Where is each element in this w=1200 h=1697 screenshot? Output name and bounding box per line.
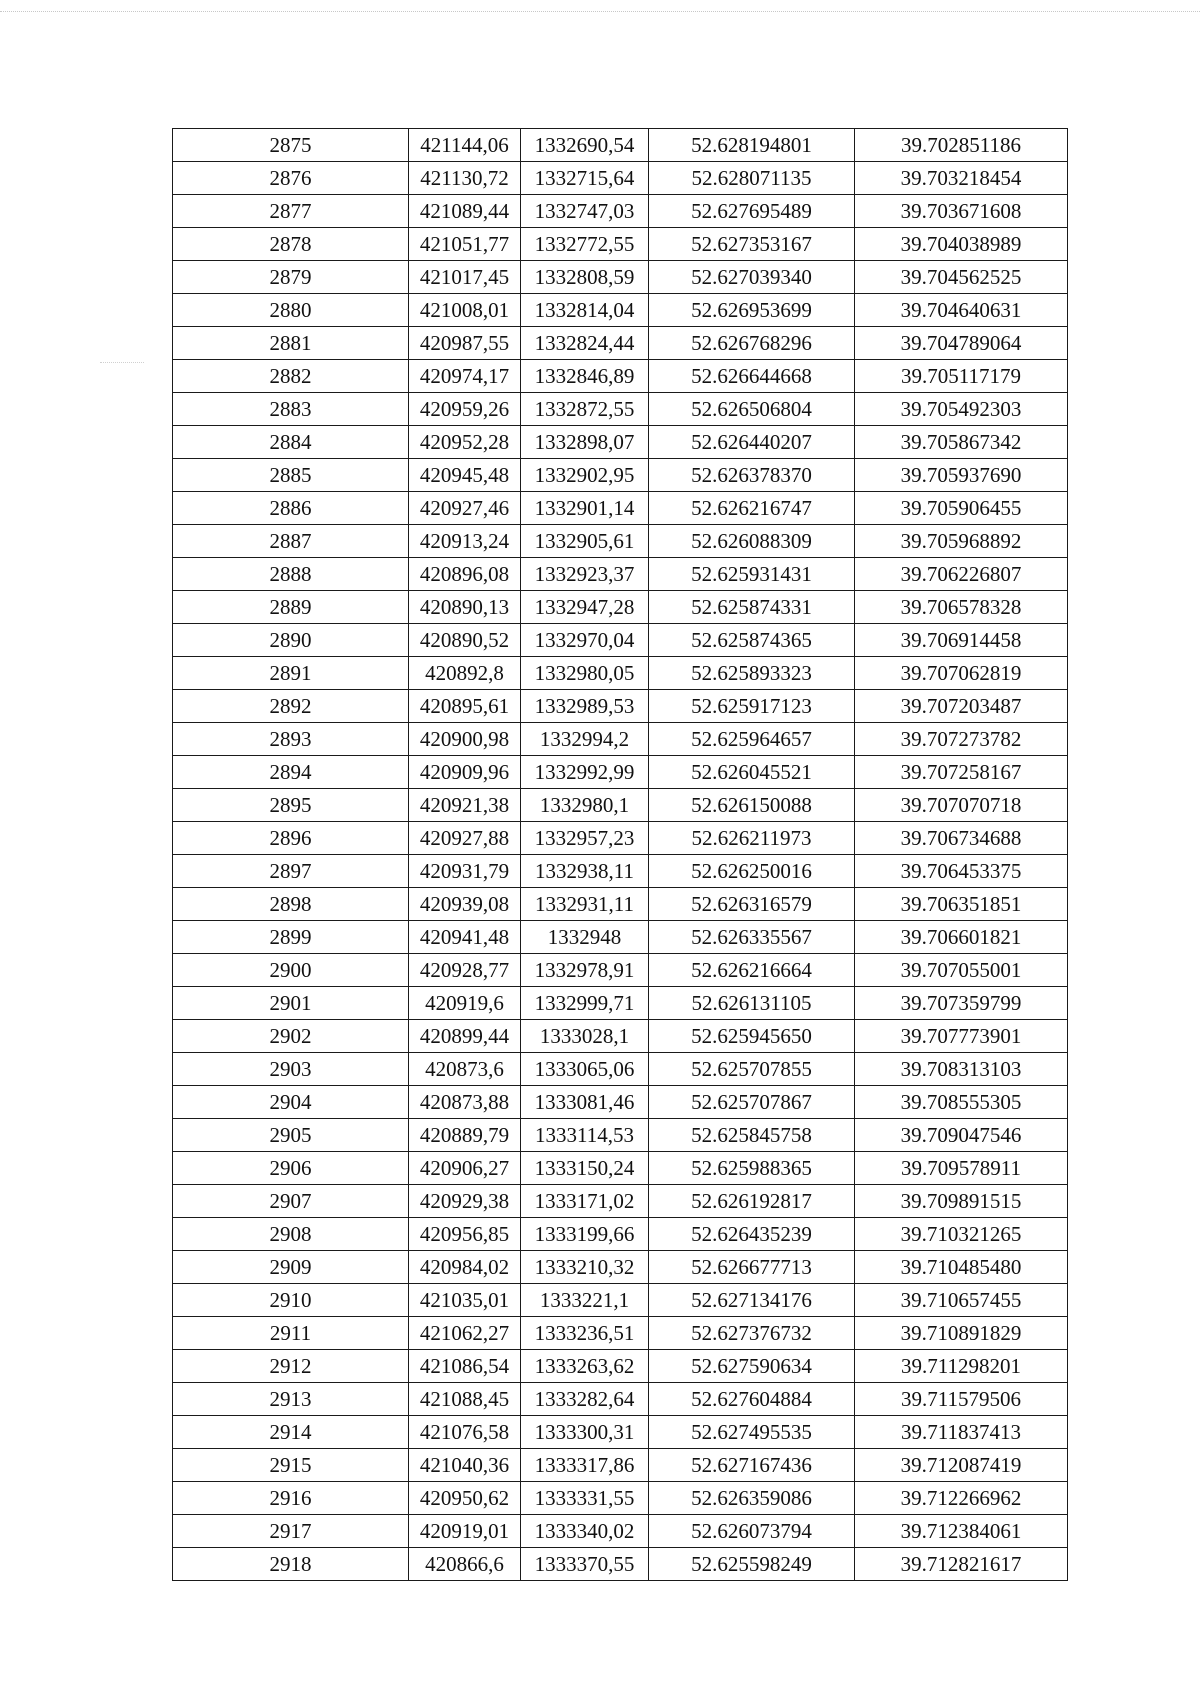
x-coordinate-cell: 421008,01 [409, 294, 521, 327]
point-number-cell: 2890 [173, 624, 409, 657]
longitude-cell: 39.711837413 [855, 1416, 1068, 1449]
point-number-cell: 2911 [173, 1317, 409, 1350]
latitude-cell: 52.626953699 [649, 294, 855, 327]
x-coordinate-cell: 420909,96 [409, 756, 521, 789]
point-number-cell: 2885 [173, 459, 409, 492]
y-coordinate-cell: 1333263,62 [521, 1350, 649, 1383]
latitude-cell: 52.626378370 [649, 459, 855, 492]
y-coordinate-cell: 1333370,55 [521, 1548, 649, 1581]
point-number-cell: 2912 [173, 1350, 409, 1383]
y-coordinate-cell: 1333282,64 [521, 1383, 649, 1416]
y-coordinate-cell: 1332772,55 [521, 228, 649, 261]
table-row [173, 360, 1068, 393]
latitude-cell: 52.625874331 [649, 591, 855, 624]
latitude-cell: 52.625874365 [649, 624, 855, 657]
table-row [173, 228, 1068, 261]
point-number-cell: 2914 [173, 1416, 409, 1449]
x-coordinate-cell: 421062,27 [409, 1317, 521, 1350]
table-row [173, 393, 1068, 426]
table-row [173, 558, 1068, 591]
table-row [173, 426, 1068, 459]
point-number-cell: 2903 [173, 1053, 409, 1086]
y-coordinate-cell: 1332902,95 [521, 459, 649, 492]
point-number-cell: 2880 [173, 294, 409, 327]
table-row [173, 294, 1068, 327]
latitude-cell: 52.628194801 [649, 129, 855, 162]
longitude-cell: 39.708555305 [855, 1086, 1068, 1119]
x-coordinate-cell: 420896,08 [409, 558, 521, 591]
table-row [173, 261, 1068, 294]
coordinates-table-body [173, 129, 1068, 1581]
latitude-cell: 52.626211973 [649, 822, 855, 855]
table-row [173, 690, 1068, 723]
latitude-cell: 52.626316579 [649, 888, 855, 921]
x-coordinate-cell: 420913,24 [409, 525, 521, 558]
longitude-cell: 39.705937690 [855, 459, 1068, 492]
longitude-cell: 39.706578328 [855, 591, 1068, 624]
point-number-cell: 2915 [173, 1449, 409, 1482]
point-number-cell: 2897 [173, 855, 409, 888]
longitude-cell: 39.711579506 [855, 1383, 1068, 1416]
y-coordinate-cell: 1332978,91 [521, 954, 649, 987]
x-coordinate-cell: 421086,54 [409, 1350, 521, 1383]
y-coordinate-cell: 1333340,02 [521, 1515, 649, 1548]
longitude-cell: 39.712087419 [855, 1449, 1068, 1482]
latitude-cell: 52.626250016 [649, 855, 855, 888]
x-coordinate-cell: 420959,26 [409, 393, 521, 426]
longitude-cell: 39.703671608 [855, 195, 1068, 228]
x-coordinate-cell: 420984,02 [409, 1251, 521, 1284]
longitude-cell: 39.712384061 [855, 1515, 1068, 1548]
latitude-cell: 52.627039340 [649, 261, 855, 294]
y-coordinate-cell: 1332905,61 [521, 525, 649, 558]
table-row [173, 525, 1068, 558]
y-coordinate-cell: 1332980,05 [521, 657, 649, 690]
table-row [173, 1218, 1068, 1251]
longitude-cell: 39.709578911 [855, 1152, 1068, 1185]
table-row [173, 1350, 1068, 1383]
x-coordinate-cell: 420931,79 [409, 855, 521, 888]
latitude-cell: 52.625598249 [649, 1548, 855, 1581]
y-coordinate-cell: 1332948 [521, 921, 649, 954]
latitude-cell: 52.625945650 [649, 1020, 855, 1053]
x-coordinate-cell: 421130,72 [409, 162, 521, 195]
scan-edge-line [0, 11, 1200, 12]
point-number-cell: 2893 [173, 723, 409, 756]
table-row [173, 888, 1068, 921]
y-coordinate-cell: 1333150,24 [521, 1152, 649, 1185]
latitude-cell: 52.625707855 [649, 1053, 855, 1086]
latitude-cell: 52.625931431 [649, 558, 855, 591]
table-row [173, 459, 1068, 492]
y-coordinate-cell: 1333081,46 [521, 1086, 649, 1119]
table-row [173, 921, 1068, 954]
latitude-cell: 52.626088309 [649, 525, 855, 558]
longitude-cell: 39.707258167 [855, 756, 1068, 789]
table-row [173, 1119, 1068, 1152]
y-coordinate-cell: 1332980,1 [521, 789, 649, 822]
latitude-cell: 52.627167436 [649, 1449, 855, 1482]
coordinates-table [172, 128, 1068, 1581]
latitude-cell: 52.625845758 [649, 1119, 855, 1152]
longitude-cell: 39.712266962 [855, 1482, 1068, 1515]
point-number-cell: 2905 [173, 1119, 409, 1152]
x-coordinate-cell: 420929,38 [409, 1185, 521, 1218]
y-coordinate-cell: 1333317,86 [521, 1449, 649, 1482]
y-coordinate-cell: 1333114,53 [521, 1119, 649, 1152]
latitude-cell: 52.627495535 [649, 1416, 855, 1449]
table-row [173, 1416, 1068, 1449]
y-coordinate-cell: 1333171,02 [521, 1185, 649, 1218]
table-row [173, 162, 1068, 195]
point-number-cell: 2906 [173, 1152, 409, 1185]
longitude-cell: 39.705492303 [855, 393, 1068, 426]
y-coordinate-cell: 1332901,14 [521, 492, 649, 525]
latitude-cell: 52.626216747 [649, 492, 855, 525]
table-row [173, 1251, 1068, 1284]
longitude-cell: 39.704789064 [855, 327, 1068, 360]
longitude-cell: 39.706351851 [855, 888, 1068, 921]
table-row [173, 657, 1068, 690]
y-coordinate-cell: 1332872,55 [521, 393, 649, 426]
point-number-cell: 2909 [173, 1251, 409, 1284]
x-coordinate-cell: 420939,08 [409, 888, 521, 921]
latitude-cell: 52.626506804 [649, 393, 855, 426]
longitude-cell: 39.706226807 [855, 558, 1068, 591]
latitude-cell: 52.626073794 [649, 1515, 855, 1548]
point-number-cell: 2899 [173, 921, 409, 954]
latitude-cell: 52.626335567 [649, 921, 855, 954]
x-coordinate-cell: 421035,01 [409, 1284, 521, 1317]
longitude-cell: 39.710321265 [855, 1218, 1068, 1251]
longitude-cell: 39.705867342 [855, 426, 1068, 459]
y-coordinate-cell: 1333221,1 [521, 1284, 649, 1317]
y-coordinate-cell: 1333331,55 [521, 1482, 649, 1515]
y-coordinate-cell: 1333028,1 [521, 1020, 649, 1053]
x-coordinate-cell: 420987,55 [409, 327, 521, 360]
table-row [173, 756, 1068, 789]
longitude-cell: 39.707273782 [855, 723, 1068, 756]
point-number-cell: 2876 [173, 162, 409, 195]
y-coordinate-cell: 1333236,51 [521, 1317, 649, 1350]
table-row [173, 1020, 1068, 1053]
point-number-cell: 2892 [173, 690, 409, 723]
longitude-cell: 39.706734688 [855, 822, 1068, 855]
x-coordinate-cell: 420899,44 [409, 1020, 521, 1053]
point-number-cell: 2913 [173, 1383, 409, 1416]
y-coordinate-cell: 1332690,54 [521, 129, 649, 162]
x-coordinate-cell: 420866,6 [409, 1548, 521, 1581]
latitude-cell: 52.625964657 [649, 723, 855, 756]
longitude-cell: 39.707203487 [855, 690, 1068, 723]
x-coordinate-cell: 420927,88 [409, 822, 521, 855]
point-number-cell: 2907 [173, 1185, 409, 1218]
x-coordinate-cell: 421088,45 [409, 1383, 521, 1416]
latitude-cell: 52.626768296 [649, 327, 855, 360]
table-row [173, 954, 1068, 987]
table-row [173, 492, 1068, 525]
longitude-cell: 39.706601821 [855, 921, 1068, 954]
x-coordinate-cell: 420873,6 [409, 1053, 521, 1086]
latitude-cell: 52.626359086 [649, 1482, 855, 1515]
x-coordinate-cell: 421076,58 [409, 1416, 521, 1449]
longitude-cell: 39.709047546 [855, 1119, 1068, 1152]
y-coordinate-cell: 1332999,71 [521, 987, 649, 1020]
point-number-cell: 2898 [173, 888, 409, 921]
y-coordinate-cell: 1332994,2 [521, 723, 649, 756]
latitude-cell: 52.627376732 [649, 1317, 855, 1350]
longitude-cell: 39.707070718 [855, 789, 1068, 822]
point-number-cell: 2916 [173, 1482, 409, 1515]
table-row [173, 327, 1068, 360]
x-coordinate-cell: 420889,79 [409, 1119, 521, 1152]
table-row [173, 789, 1068, 822]
point-number-cell: 2900 [173, 954, 409, 987]
table-row [173, 1482, 1068, 1515]
y-coordinate-cell: 1332923,37 [521, 558, 649, 591]
x-coordinate-cell: 420974,17 [409, 360, 521, 393]
x-coordinate-cell: 421051,77 [409, 228, 521, 261]
table-row [173, 1185, 1068, 1218]
table-row [173, 195, 1068, 228]
scan-speck [100, 362, 144, 363]
longitude-cell: 39.710891829 [855, 1317, 1068, 1350]
x-coordinate-cell: 420945,48 [409, 459, 521, 492]
x-coordinate-cell: 420950,62 [409, 1482, 521, 1515]
longitude-cell: 39.704038989 [855, 228, 1068, 261]
y-coordinate-cell: 1332898,07 [521, 426, 649, 459]
longitude-cell: 39.707055001 [855, 954, 1068, 987]
longitude-cell: 39.707359799 [855, 987, 1068, 1020]
point-number-cell: 2901 [173, 987, 409, 1020]
table-row [173, 591, 1068, 624]
point-number-cell: 2883 [173, 393, 409, 426]
point-number-cell: 2884 [173, 426, 409, 459]
longitude-cell: 39.710485480 [855, 1251, 1068, 1284]
y-coordinate-cell: 1332992,99 [521, 756, 649, 789]
latitude-cell: 52.628071135 [649, 162, 855, 195]
x-coordinate-cell: 420919,6 [409, 987, 521, 1020]
x-coordinate-cell: 420900,98 [409, 723, 521, 756]
y-coordinate-cell: 1332947,28 [521, 591, 649, 624]
latitude-cell: 52.627695489 [649, 195, 855, 228]
latitude-cell: 52.627604884 [649, 1383, 855, 1416]
table-row [173, 624, 1068, 657]
y-coordinate-cell: 1332989,53 [521, 690, 649, 723]
longitude-cell: 39.709891515 [855, 1185, 1068, 1218]
point-number-cell: 2886 [173, 492, 409, 525]
latitude-cell: 52.626150088 [649, 789, 855, 822]
longitude-cell: 39.704640631 [855, 294, 1068, 327]
longitude-cell: 39.705906455 [855, 492, 1068, 525]
x-coordinate-cell: 421040,36 [409, 1449, 521, 1482]
x-coordinate-cell: 420892,8 [409, 657, 521, 690]
y-coordinate-cell: 1332931,11 [521, 888, 649, 921]
longitude-cell: 39.705968892 [855, 525, 1068, 558]
x-coordinate-cell: 420921,38 [409, 789, 521, 822]
latitude-cell: 52.625917123 [649, 690, 855, 723]
table-row [173, 1152, 1068, 1185]
longitude-cell: 39.710657455 [855, 1284, 1068, 1317]
point-number-cell: 2882 [173, 360, 409, 393]
longitude-cell: 39.707062819 [855, 657, 1068, 690]
longitude-cell: 39.706914458 [855, 624, 1068, 657]
x-coordinate-cell: 420890,13 [409, 591, 521, 624]
point-number-cell: 2902 [173, 1020, 409, 1053]
y-coordinate-cell: 1333210,32 [521, 1251, 649, 1284]
table-row [173, 1449, 1068, 1482]
y-coordinate-cell: 1332846,89 [521, 360, 649, 393]
point-number-cell: 2908 [173, 1218, 409, 1251]
table-row [173, 1548, 1068, 1581]
point-number-cell: 2917 [173, 1515, 409, 1548]
table-row [173, 129, 1068, 162]
table-row [173, 1515, 1068, 1548]
longitude-cell: 39.707773901 [855, 1020, 1068, 1053]
point-number-cell: 2889 [173, 591, 409, 624]
table-row [173, 1383, 1068, 1416]
point-number-cell: 2877 [173, 195, 409, 228]
point-number-cell: 2887 [173, 525, 409, 558]
latitude-cell: 52.626644668 [649, 360, 855, 393]
longitude-cell: 39.705117179 [855, 360, 1068, 393]
point-number-cell: 2878 [173, 228, 409, 261]
longitude-cell: 39.703218454 [855, 162, 1068, 195]
x-coordinate-cell: 420941,48 [409, 921, 521, 954]
longitude-cell: 39.711298201 [855, 1350, 1068, 1383]
longitude-cell: 39.704562525 [855, 261, 1068, 294]
x-coordinate-cell: 421144,06 [409, 129, 521, 162]
latitude-cell: 52.625988365 [649, 1152, 855, 1185]
point-number-cell: 2918 [173, 1548, 409, 1581]
table-row [173, 1053, 1068, 1086]
latitude-cell: 52.625893323 [649, 657, 855, 690]
point-number-cell: 2904 [173, 1086, 409, 1119]
table-row [173, 1284, 1068, 1317]
latitude-cell: 52.626131105 [649, 987, 855, 1020]
point-number-cell: 2888 [173, 558, 409, 591]
table-row [173, 855, 1068, 888]
table-row [173, 822, 1068, 855]
latitude-cell: 52.625707867 [649, 1086, 855, 1119]
x-coordinate-cell: 420919,01 [409, 1515, 521, 1548]
y-coordinate-cell: 1332957,23 [521, 822, 649, 855]
table-row [173, 1086, 1068, 1119]
y-coordinate-cell: 1332970,04 [521, 624, 649, 657]
point-number-cell: 2894 [173, 756, 409, 789]
latitude-cell: 52.626045521 [649, 756, 855, 789]
x-coordinate-cell: 420906,27 [409, 1152, 521, 1185]
longitude-cell: 39.706453375 [855, 855, 1068, 888]
longitude-cell: 39.712821617 [855, 1548, 1068, 1581]
point-number-cell: 2895 [173, 789, 409, 822]
y-coordinate-cell: 1332938,11 [521, 855, 649, 888]
y-coordinate-cell: 1332824,44 [521, 327, 649, 360]
x-coordinate-cell: 420927,46 [409, 492, 521, 525]
latitude-cell: 52.627134176 [649, 1284, 855, 1317]
y-coordinate-cell: 1332814,04 [521, 294, 649, 327]
table-row [173, 723, 1068, 756]
x-coordinate-cell: 420895,61 [409, 690, 521, 723]
y-coordinate-cell: 1333065,06 [521, 1053, 649, 1086]
y-coordinate-cell: 1333199,66 [521, 1218, 649, 1251]
y-coordinate-cell: 1332715,64 [521, 162, 649, 195]
y-coordinate-cell: 1333300,31 [521, 1416, 649, 1449]
latitude-cell: 52.626435239 [649, 1218, 855, 1251]
point-number-cell: 2879 [173, 261, 409, 294]
latitude-cell: 52.626440207 [649, 426, 855, 459]
x-coordinate-cell: 420928,77 [409, 954, 521, 987]
x-coordinate-cell: 420952,28 [409, 426, 521, 459]
x-coordinate-cell: 421089,44 [409, 195, 521, 228]
point-number-cell: 2896 [173, 822, 409, 855]
latitude-cell: 52.627353167 [649, 228, 855, 261]
latitude-cell: 52.626216664 [649, 954, 855, 987]
point-number-cell: 2875 [173, 129, 409, 162]
table-row [173, 987, 1068, 1020]
longitude-cell: 39.702851186 [855, 129, 1068, 162]
y-coordinate-cell: 1332808,59 [521, 261, 649, 294]
x-coordinate-cell: 421017,45 [409, 261, 521, 294]
latitude-cell: 52.627590634 [649, 1350, 855, 1383]
table-row [173, 1317, 1068, 1350]
longitude-cell: 39.708313103 [855, 1053, 1068, 1086]
point-number-cell: 2910 [173, 1284, 409, 1317]
x-coordinate-cell: 420890,52 [409, 624, 521, 657]
point-number-cell: 2881 [173, 327, 409, 360]
y-coordinate-cell: 1332747,03 [521, 195, 649, 228]
x-coordinate-cell: 420873,88 [409, 1086, 521, 1119]
point-number-cell: 2891 [173, 657, 409, 690]
latitude-cell: 52.626677713 [649, 1251, 855, 1284]
latitude-cell: 52.626192817 [649, 1185, 855, 1218]
x-coordinate-cell: 420956,85 [409, 1218, 521, 1251]
